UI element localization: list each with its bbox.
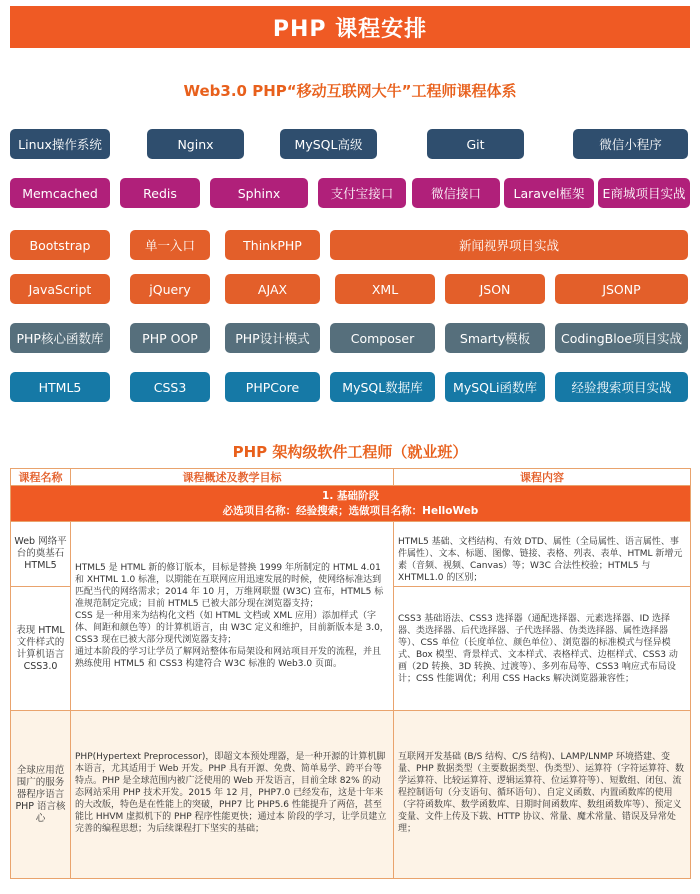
skill-row-3 (10, 230, 690, 260)
skill-single-entry: 单一入口 (130, 230, 210, 260)
course-title: PHP 架构级软件工程师（就业班） (232, 443, 468, 461)
course-name-php: 全球应用范围广的服务器程序语言 PHP 语言核心 (11, 711, 71, 879)
stage-title: 1. 基础阶段 (322, 489, 379, 502)
header-content: 课程内容 (394, 469, 691, 486)
skill-php-core-lib: PHP核心函数库 (10, 323, 110, 353)
content-html5: HTML5 基础、文档结构、有效 DTD、属性（全局属性、语言属性、事件属性）、文本、标题、图像、链接、表格、列表、表单、HTML 新增元素（音频、视频、Canvas）等；W3C 合法性校验；HTML5 与 XHTML1.0 的区别； (394, 522, 691, 587)
skill-php-oop: PHP OOP (130, 323, 210, 353)
header-course-name: 课程名称 (11, 469, 71, 486)
skill-jsonp: JSONP (555, 274, 688, 304)
skill-row-6 (10, 372, 690, 402)
skill-mysqli: MySQLi函数库 (445, 372, 545, 402)
skill-xml: XML (335, 274, 435, 304)
skill-mysql-advanced: MySQL高级 (280, 129, 377, 159)
stage-row (11, 486, 691, 522)
header-description: 课程概述及教学目标 (71, 469, 394, 486)
table-row (11, 711, 691, 879)
skill-codingbloe-project: CodingBloe项目实战 (555, 323, 688, 353)
description-html-css (71, 522, 394, 711)
skill-row-5 (10, 323, 690, 353)
skill-row-4 (10, 274, 690, 304)
skill-row-2 (10, 178, 690, 208)
skill-phpcore: PHPCore (225, 372, 320, 402)
skill-memcached: Memcached (10, 178, 110, 208)
course-name-html5: Web 网络平台的奠基石 HTML5 (11, 522, 71, 587)
skill-json: JSON (445, 274, 545, 304)
skill-jquery: jQuery (130, 274, 210, 304)
skill-mysql: MySQL数据库 (330, 372, 435, 402)
skill-wechat-api: 微信接口 (412, 178, 500, 208)
table-row (11, 522, 691, 587)
stage-banner (11, 486, 691, 522)
skill-linux: Linux操作系统 (10, 129, 110, 159)
content-php: 互联网开发基础 (B/S 结构、C/S 结构)、LAMP/LNMP 环境搭建、变量、PHP 数据类型（主要数据类型、伪类型）、运算符（字符运算符、数学运算符、比较运算符、逻辑运算符、位运算符等）、短数组、闭包、流程控制语句（分支语句、循环语句）、自定义函数、内置函数库的使用（字符函数库、数学函数库、日期时间函数库、数组函数库等）、预定义变量、文件上传及下载、HTTP 协议、常量、魔术常量、错误及异常处理； (394, 711, 691, 879)
skill-wechat-mini: 微信小程序 (573, 129, 688, 159)
skill-search-project: 经验搜索项目实战 (555, 372, 688, 402)
skill-javascript: JavaScript (10, 274, 110, 304)
description-php: PHP(Hypertext Preprocessor)，即超文本预处理器，是一种开源的计算机脚本语言，尤其适用于 Web 开发。PHP 具有开源、免费、简单易学、跨平台等特点。PHP 是全球范围内被广泛使用的 Web 开发语言，目前全球 82% 的动态网站采用 PHP 技术开发。2015 年 12 月，PHP7.0 已经发布，这是十年来的大改版，特色是在性能上的突破，PHP7 比 PHP5.6 性能提升了两倍，甚至能比 HHVM 虚拟机下的 PHP 程序性能更快；通过本 阶段的学习，让学员建立完善的编程思想；为后续课程打下坚实的基础； (71, 711, 394, 879)
skill-html5: HTML5 (10, 372, 110, 402)
skill-redis: Redis (120, 178, 200, 208)
skill-git: Git (427, 129, 524, 159)
skill-php-patterns: PHP设计模式 (225, 323, 320, 353)
skill-eshop: E商城项目实战 (598, 178, 690, 208)
course-name-css3: 表现 HTML 文件样式的计算机语言 CSS3.0 (11, 587, 71, 711)
skill-smarty: Smarty模板 (445, 323, 545, 353)
skill-news-project: 新闻视界项目实战 (330, 230, 688, 260)
course-table (10, 468, 691, 879)
skill-row-1 (10, 129, 690, 159)
skill-sphinx: Sphinx (210, 178, 308, 208)
merged-description: HTML5 是 HTML 新的修订版本，目标是替换 1999 年所制定的 HTML 4.01 和 XHTML 1.0 标准，以期能在互联网应用迅速发展的时候，使网络标准达到匹配当代的网络需求；2014 年 10 月，万维网联盟 (W3C) 宣布，HTML5 标准规范制定完成；目前 HTML5 已被大部分现在浏览器支持； CSS 是一种用来为结构化文档（如 HTML 文档或 XML 应用）添加样式（字体、间距和颜色等）的计算机语言，由 W3C 定义和维护，目前新版本是 3.0，CSS3 现在已被大部分现代浏览器支持； 通过本阶段的学习让学员了解网站整体布局架设和网站项目开发的流程，并且熟练使用 HTML5 和 CSS3 构建符合 W3C 标准的 Web3.0 页面。 (75, 563, 389, 669)
skill-bootstrap: Bootstrap (10, 230, 110, 260)
stage-project: 必选项目名称：经验搜索；选做项目名称：HelloWeb (222, 504, 479, 517)
skill-thinkphp: ThinkPHP (225, 230, 320, 260)
content-css3: CSS3 基础语法、CSS3 选择器（通配选择器、元素选择器、ID 选择器、类选择器、后代选择器、子代选择器、伪类选择器、属性选择器等）、CSS 单位（长度单位、颜色单位）、浏览器的标准模式与怪异模式、Box 模型、背景样式、文本样式、表格样式、边框样式、CSS3 动画（2D 转换、3D 转换、过渡等）、多列布局等、CSS3 响应式布局设计；CSS 性能调优；利用 CSS Hacks 解决浏览器兼容性； (394, 587, 691, 711)
skill-composer: Composer (330, 323, 435, 353)
skill-nginx: Nginx (147, 129, 244, 159)
skill-css3: CSS3 (130, 372, 210, 402)
system-title: Web3.0 PHP“移动互联网大牛”工程师课程体系 (183, 82, 517, 100)
table-header-row (11, 469, 691, 486)
skill-laravel: Laravel框架 (504, 178, 594, 208)
skill-ajax: AJAX (225, 274, 320, 304)
page-banner: PHP 课程安排 (10, 6, 690, 48)
skill-alipay: 支付宝接口 (318, 178, 406, 208)
